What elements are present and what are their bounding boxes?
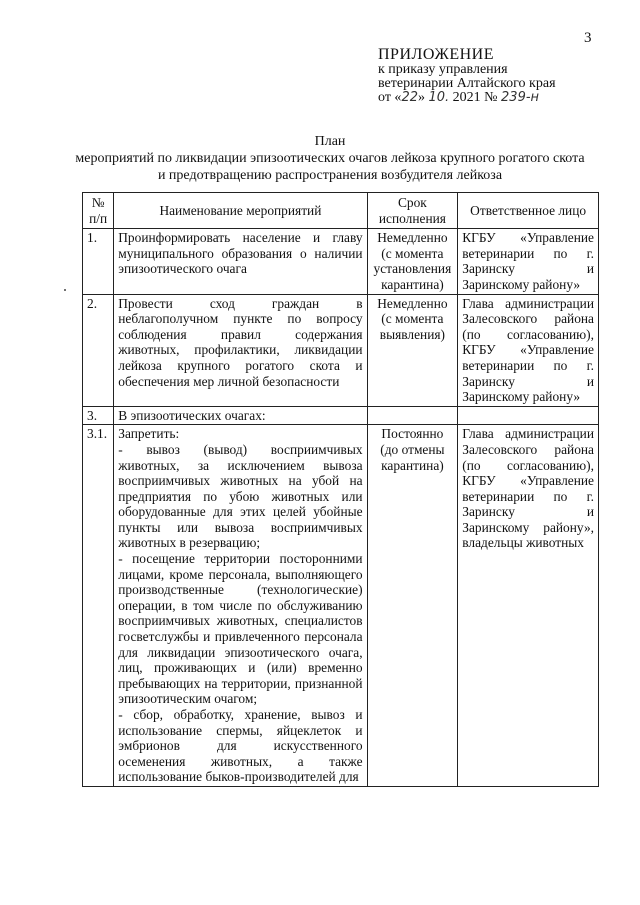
action-item: - вывоз (вывод) восприимчивых животных, за исключением вывоза восприимчивых животных на убой на предприятия по убою животных или оборудованные для этих целей убойные пункты или вывоза восприимчивых животных в резервацию; (118, 441, 363, 551)
appendix-date-line (378, 91, 556, 105)
row-action: Провести сход граждан в неблагополучном пункте по вопросу соблюдения правил содержания животных, профилактики, ликвидации лейкоза крупного рогатого скота и обеспечения мер личной безопасности (114, 294, 367, 406)
title-line2: мероприятий по ликвидации эпизоотических очагов лейкоза крупного рогатого скота (75, 151, 585, 166)
appendix-line1: к приказу управления (378, 62, 508, 77)
header-action: Наименование мероприятий (114, 193, 367, 229)
table-row (83, 425, 599, 787)
date-day-handwritten: 22 (401, 90, 418, 105)
appendix-line2: ветеринарии Алтайского края (378, 76, 556, 91)
scan-speck (64, 289, 66, 291)
row-responsible (458, 406, 599, 425)
document-title (60, 133, 600, 184)
page-number: 3 (584, 30, 592, 46)
table-row (83, 294, 599, 406)
date-month-handwritten: 10. (428, 90, 450, 105)
header-term: Срок исполнения (367, 193, 458, 229)
action-title: Запретить: (118, 426, 180, 442)
title-line1: План (314, 134, 346, 149)
action-item: - сбор, обработку, хранение, вывоз и использование спермы, яйцеклеток и эмбрионов для искусственного осеменения животных, а также использование быков-производителей для (118, 707, 363, 785)
title-line3: и предотвращению распространения возбудителя лейкоза (157, 168, 503, 183)
row-num: 2. (83, 294, 114, 406)
row-responsible: КГБУ «Управление ветеринарии по г. Заринску и Заринскому району» (458, 229, 599, 294)
row-num: 3.1. (83, 425, 114, 787)
row-term (367, 406, 458, 425)
row-action: В эпизоотических очагах: (114, 406, 367, 425)
appendix-header (378, 47, 556, 105)
header-responsible: Ответственное лицо (458, 193, 599, 229)
date-mid: » (417, 90, 425, 105)
table-row (83, 406, 599, 425)
row-term: Постоянно (до отмены карантина) (367, 425, 458, 787)
table-row (83, 229, 599, 294)
row-term: Немедленно (с момента выявления) (367, 294, 458, 406)
action-item: - посещение территории посторонними лицами, кроме персонала, выполняющего производственные (технологические) операции, в том числе по обслуживанию восприимчивых животных, специалистов госветслужбы и привлеченного персонала для ликвидации эпизоотического очага, лиц, проживающих и (или) временно пребывающих на территории, признанной эпизоотическим очагом; (118, 551, 363, 707)
date-prefix: от « (378, 90, 402, 105)
row-num: 1. (83, 229, 114, 294)
row-action: Проинформировать население и главу муниципального образования о наличии эпизоотического очага (114, 229, 367, 294)
row-action (114, 425, 367, 787)
plan-table (82, 192, 599, 787)
row-term: Немедленно (с момента установления карантина) (367, 229, 458, 294)
row-responsible: Глава администрации Залесовского района (по согласованию), КГБУ «Управление ветеринарии по г. Заринску и Заринскому району», владельцы животных (458, 425, 599, 787)
doc-number-handwritten: 239-н (501, 90, 540, 105)
row-responsible: Глава администрации Залесовского района (по согласованию), КГБУ «Управление ветеринарии по г. Заринску и Заринскому району» (458, 294, 599, 406)
table-header-row (83, 193, 599, 229)
date-year: 2021 № (452, 90, 498, 105)
header-num: № п/п (83, 193, 114, 229)
appendix-title: ПРИЛОЖЕНИЕ (378, 46, 495, 63)
row-num: 3. (83, 406, 114, 425)
